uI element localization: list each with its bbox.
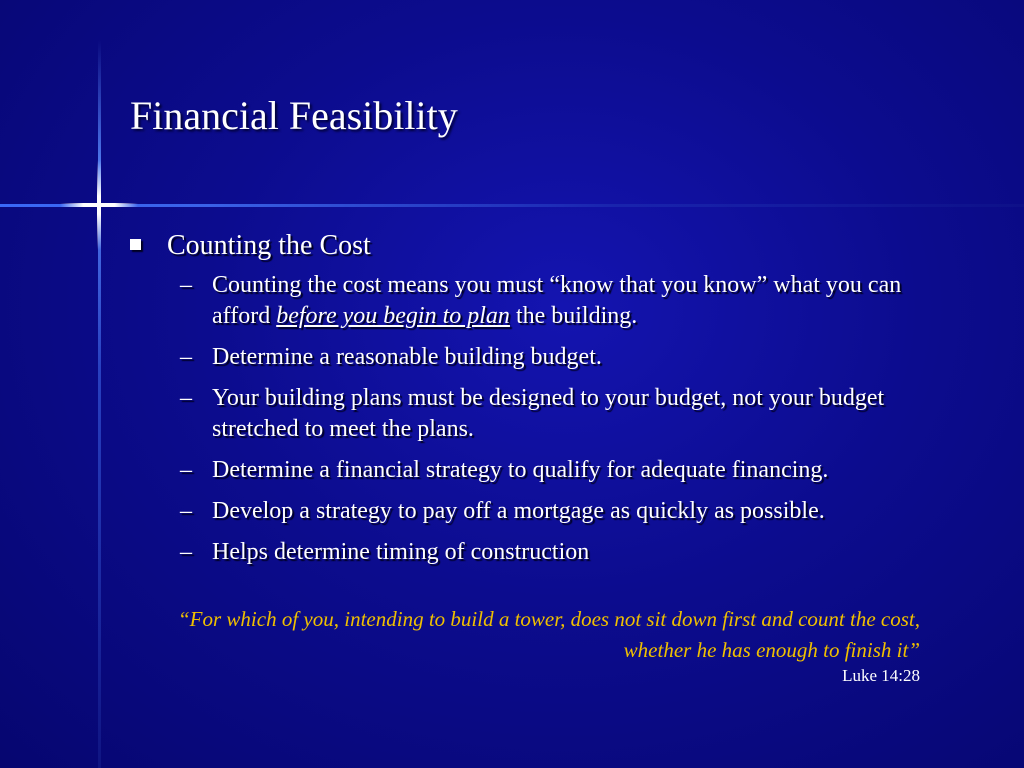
main-bullet-text: Counting the Cost: [167, 230, 371, 261]
dash-icon: –: [180, 385, 192, 411]
sub-bullet-text: [212, 270, 932, 332]
dash-icon: –: [180, 498, 192, 524]
sub-bullet-list: [130, 270, 950, 568]
slide-title: Financial Feasibility: [130, 93, 458, 138]
cross-flare-vertical: [97, 160, 101, 250]
dash-icon: –: [180, 272, 192, 298]
sub-bullet-text-pre: Counting the cost means you must “know that you know” what you can afford: [212, 272, 902, 329]
dash-icon: –: [180, 539, 192, 565]
sub-bullet-item: [130, 270, 950, 332]
main-bullet: [130, 230, 950, 262]
sub-bullet-text: Your building plans must be designed to your budget, not your budget stretched to meet the plans.: [212, 385, 885, 442]
sub-bullet-text: Determine a reasonable building budget.: [212, 344, 602, 370]
dash-icon: –: [180, 344, 192, 370]
sub-bullet-text: Helps determine timing of construction: [212, 539, 590, 565]
sub-bullet-item: [130, 383, 950, 445]
sub-bullet-item: [130, 455, 950, 486]
sub-bullet-item: [130, 537, 950, 568]
bullet-section: [130, 230, 950, 578]
sub-bullet-text: Develop a strategy to pay off a mortgage as quickly as possible.: [212, 498, 825, 524]
scripture-reference: Luke 14:28: [842, 666, 920, 685]
sub-bullet-text: Determine a financial strategy to qualify for adequate financing.: [212, 457, 829, 483]
square-bullet-icon: [130, 239, 141, 250]
vertical-accent-line: [98, 40, 101, 768]
emphasis-text: before you begin to plan: [276, 303, 510, 329]
horizontal-accent-line: [0, 204, 1024, 207]
scripture-quote: “For which of you, intending to build a tower, does not sit down first and count the cost, whether he has enough to finish it”: [178, 607, 920, 662]
sub-bullet-text-post: the building.: [509, 303, 638, 329]
sub-bullet-item: [130, 496, 950, 527]
dash-icon: –: [180, 457, 192, 483]
sub-bullet-item: [130, 342, 950, 373]
